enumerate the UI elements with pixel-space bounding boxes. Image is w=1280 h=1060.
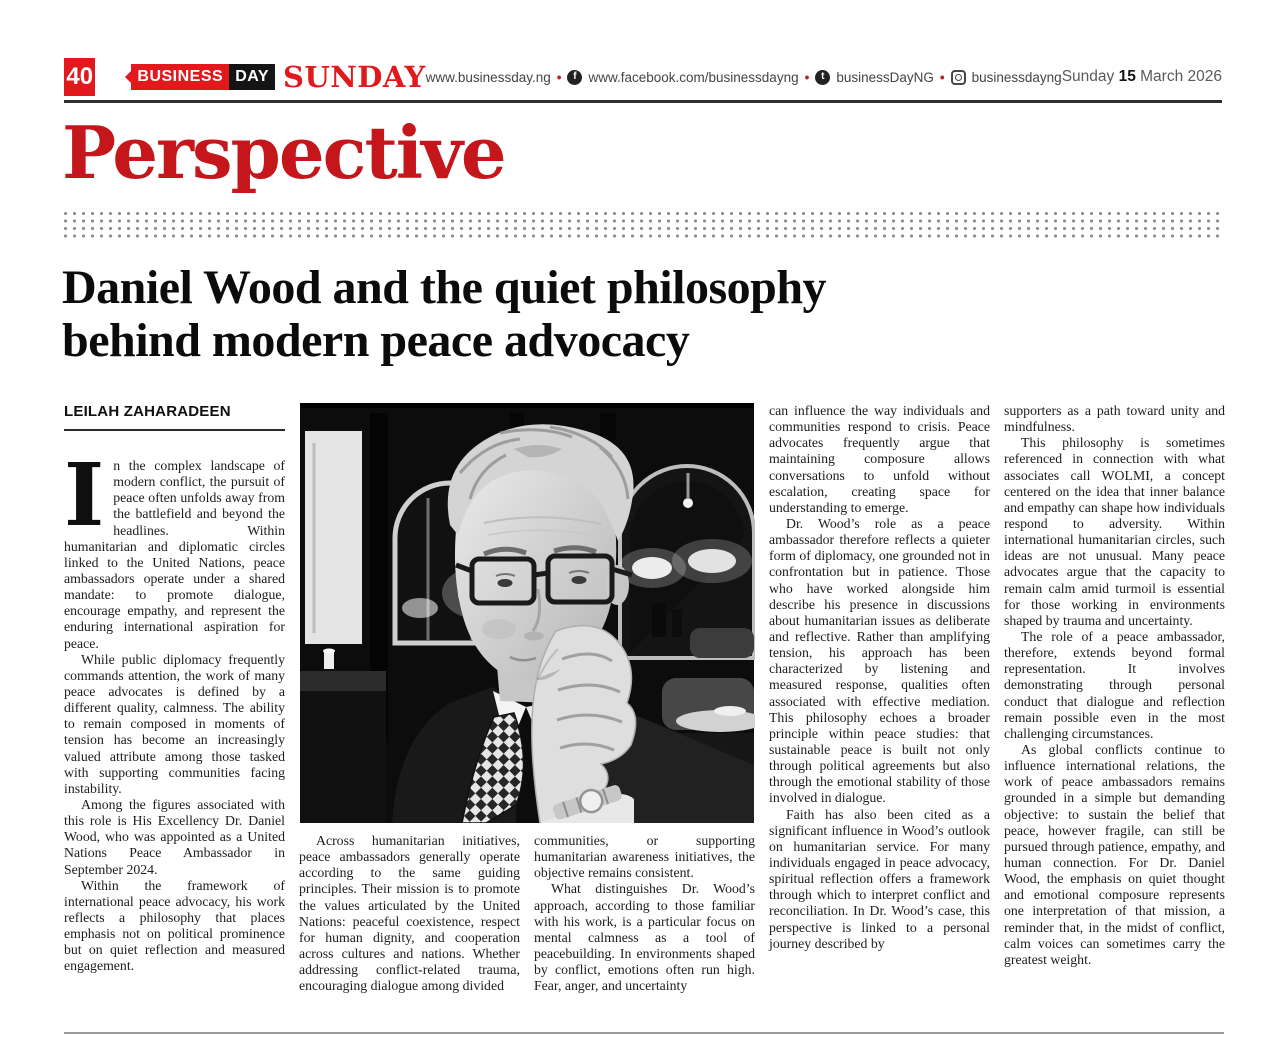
article-headline: [62, 262, 826, 368]
businessday-logo: [125, 60, 425, 94]
byline: LEILAH ZAHARADEEN: [64, 403, 231, 420]
facebook-link[interactable]: www.facebook.com/businessdayng: [588, 69, 799, 85]
logo-sunday: SUNDAY: [283, 60, 426, 94]
separator-dot: •: [804, 69, 810, 85]
paragraph: Among the figures associated with this role is His Excellency Dr. Daniel Wood, who was appointed as a United Nations Peace Ambassador in September 2024.: [64, 796, 285, 877]
date-weekday: Sunday: [1061, 68, 1115, 85]
paragraph: The role of a peace ambassador, therefore, extends beyond formal representation. It involves demonstrating through personal conduct that dialogue and reflection remain possible even in the most challenging circumstances.: [1004, 628, 1225, 741]
edition-date: [1062, 68, 1222, 86]
photo-columns: [299, 403, 755, 994]
drop-cap: I: [64, 445, 105, 546]
header-links: [426, 70, 1062, 85]
column-3: [534, 833, 755, 994]
page-number: 40: [64, 58, 95, 96]
instagram-handle[interactable]: businessdayng: [971, 69, 1062, 85]
dotted-divider: [64, 212, 1224, 242]
date-day: 15: [1118, 68, 1136, 85]
paragraph: This philosophy is sometimes referenced in connection with what associates call WOLMI, a concept centered on the idea that inner balance and empathy can shape how individuals respond to adversity. Within international humanitarian circles, such ideas are not unusual. Many peace advocates argue that the capacity to remain calm amid turmoil is essential for those working in environments shaped by trauma and uncertainty.: [1004, 435, 1225, 628]
logo-business: BUSINESS: [131, 64, 229, 90]
date-month-year: March 2026: [1140, 68, 1222, 85]
paragraph: Dr. Wood’s role as a peace ambassador therefore reflects a quieter form of diplomacy, one grounded not in confrontation but in patience. Those who have worked alongside him describe his presence in discussions about humanitarian issues as deliberate and reflective. Rather than amplifying tension, his approach has been characterized by listening and measured response, qualities often associated with effective mediation. This philosophy echoes a broader principle within peace studies: that sustainable peace is built not only through political agreements but also through the emotional stability of those involved in dialogue.: [769, 515, 990, 806]
paragraph: supporters as a path toward unity and mindfulness.: [1004, 403, 1225, 435]
photo-sub-columns: [299, 833, 755, 994]
paragraph-text: n the complex landscape of modern conflict, the pursuit of peace often unfolds away from the battlefield and beyond the headlines. Within humanitarian and diplomatic circles linked to the United Nations, peace ambassadors operate under a shared mandate: to promote dialogue, encourage empathy, and represent the enduring international aspiration for peace.: [64, 458, 285, 651]
paragraph: Faith has also been cited as a significant influence in Wood’s outlook on humanitarian service. For many individuals engaged in peace advocacy, spiritual reflection offers a framework through which to interpret conflict and reconciliation. In Dr. Wood’s case, this perspective is linked to a personal journey described by: [769, 806, 990, 951]
section-title: Perspective: [62, 110, 505, 195]
masthead: [64, 56, 1222, 98]
column-1: [64, 403, 285, 994]
twitter-icon: t: [815, 70, 830, 85]
paragraph: [64, 445, 285, 652]
paragraph: communities, or supporting humanitarian awareness initiatives, the objective remains consistent.: [534, 833, 755, 881]
paragraph: While public diplomacy frequently commands attention, the work of many peace advocates is defined by a different quality, calmness. The ability to remain composed in moments of tension has become an increasingly valued attribute among those tasked with supporting communities facing instability.: [64, 651, 285, 796]
paragraph: As global conflicts continue to influence international relations, the work of peace ambassadors remains grounded in a simple but demanding objective: to sustain the belief that peace, however fragile, can still be pursued through patience, empathy, and human connection. For Dr. Daniel Wood, the emphasis on quiet thought and emotional composure represents one interpretation of that mission, a reminder that, in the midst of conflict, calm voices can sometimes carry the greatest weight.: [1004, 741, 1225, 967]
twitter-handle[interactable]: businessDayNG: [836, 69, 934, 85]
byline-rule: [64, 429, 285, 431]
page-bottom-rule: [64, 1032, 1224, 1034]
paragraph: can influence the way individuals and communities respond to crisis. Peace advocates frequently argue that maintaining composure allows conversations to unfold without escalation, creating space for understanding to emerge.: [769, 403, 990, 515]
headline-line-2: behind modern peace advocacy: [62, 313, 690, 367]
logo-day: DAY: [229, 64, 275, 90]
article-body: [64, 403, 1225, 994]
column-4: [769, 403, 990, 994]
separator-dot: •: [939, 69, 945, 85]
column-2: [299, 833, 520, 994]
paragraph: Within the framework of international peace advocacy, his work reflects a philosophy that places emphasis not on political prominence but on quiet reflection and measured engagement.: [64, 877, 285, 974]
instagram-icon: [951, 70, 966, 85]
separator-dot: •: [556, 69, 562, 85]
website-link[interactable]: www.businessday.ng: [425, 69, 551, 85]
masthead-rule: [64, 100, 1222, 103]
paragraph: Across humanitarian initiatives, peace ambassadors generally operate according to the same guiding principles. Their mission is to promote the values articulated by the United Nations: peaceful coexistence, respect for human dignity, and cooperation across cultures and nations. Whether addressing conflict-related trauma, encouraging dialogue among divided: [299, 833, 520, 994]
facebook-icon: f: [567, 70, 582, 85]
paragraph: What distinguishes Dr. Wood’s approach, according to those familiar with his work, is a particular focus on mental calmness as a tool of peacebuilding. In environments shaped by conflict, emotions often run high. Fear, anger, and uncertainty: [534, 881, 755, 994]
headline-line-1: Daniel Wood and the quiet philosophy: [62, 261, 827, 314]
column-5: [1004, 403, 1225, 994]
portrait-photo-daniel-wood: [299, 403, 755, 823]
